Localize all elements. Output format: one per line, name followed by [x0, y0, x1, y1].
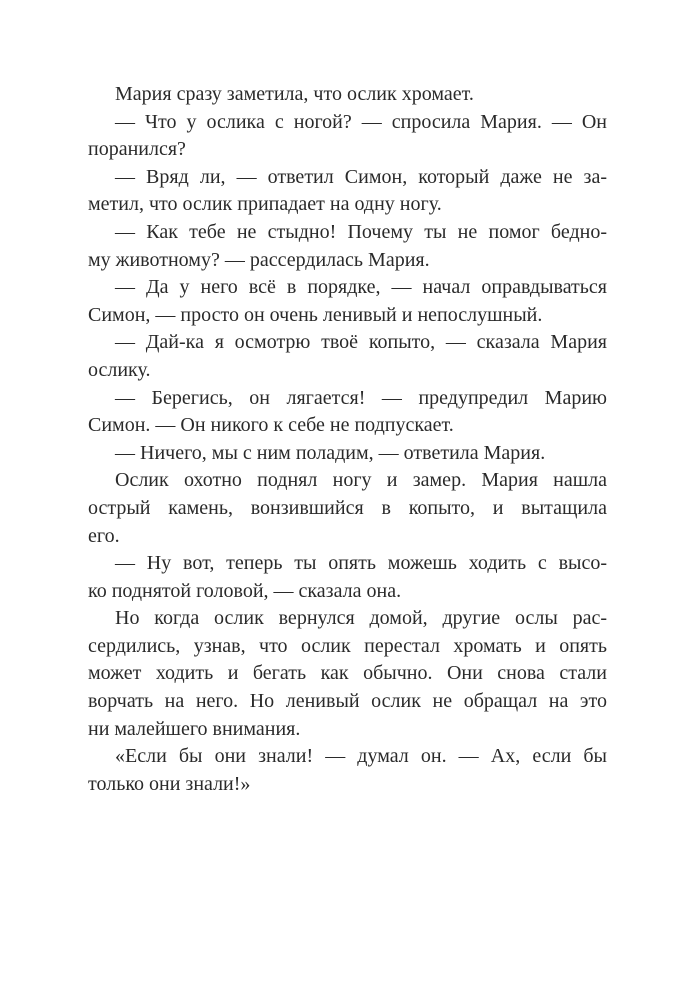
text-line: только они знали!» — [88, 772, 251, 795]
text-line: ни малейшего внимания. — [88, 717, 301, 740]
paragraph — [88, 274, 607, 329]
paragraph — [88, 743, 607, 798]
paragraph — [88, 467, 607, 550]
text-line: — Ничего, мы с ним поладим, — ответила Мария. — [115, 441, 546, 464]
paragraph — [88, 109, 607, 164]
text-line: «Если бы они знали! — думал он. — Ах, если бы — [115, 745, 607, 768]
book-page-text — [88, 81, 607, 798]
text-line: — Вряд ли, — ответил Симон, который даже не за- — [115, 165, 607, 188]
text-line: — Ну вот, теперь ты опять можешь ходить с высо- — [115, 552, 607, 575]
text-line: Ослик охотно поднял ногу и замер. Мария нашла — [115, 469, 607, 492]
text-line: ослику. — [88, 358, 151, 381]
paragraph — [88, 81, 607, 109]
text-line: — Берегись, он лягается! — предупредил Марию — [115, 386, 607, 409]
paragraph — [88, 219, 607, 274]
text-line: поранился? — [88, 138, 186, 161]
text-line: Симон, — просто он очень ленивый и непослушный. — [88, 303, 543, 326]
text-line: — Что у ослика с ногой? — спросила Мария. — Он — [115, 110, 607, 133]
text-line: острый камень, вонзившийся в копыто, и вытащила — [88, 496, 607, 519]
text-line: му животному? — рассердилась Мария. — [88, 248, 430, 271]
text-line: может ходить и бегать как обычно. Они снова стали — [88, 662, 607, 685]
text-line: — Дай-ка я осмотрю твоё копыто, — сказала Мария — [115, 331, 607, 354]
text-line: ворчать на него. Но ленивый ослик не обращал на это — [88, 690, 607, 713]
paragraph — [88, 164, 607, 219]
paragraph — [88, 440, 607, 468]
text-line: Мария сразу заметила, что ослик хромает. — [115, 83, 474, 105]
text-line: метил, что ослик припадает на одну ногу. — [88, 193, 442, 216]
text-line: — Как тебе не стыдно! Почему ты не помог бедно- — [115, 220, 607, 243]
paragraph — [88, 329, 607, 384]
text-line: Но когда ослик вернулся домой, другие ослы рас- — [115, 607, 607, 630]
paragraph — [88, 550, 607, 605]
text-line: сердились, узнав, что ослик перестал хромать и опять — [88, 634, 607, 657]
text-line: Симон. — Он никого к себе не подпускает. — [88, 414, 454, 437]
text-line: ко поднятой головой, — сказала она. — [88, 579, 402, 602]
paragraph — [88, 385, 607, 440]
paragraph — [88, 605, 607, 743]
text-line: его. — [88, 524, 120, 547]
text-line: — Да у него всё в порядке, — начал оправдываться — [115, 276, 607, 299]
